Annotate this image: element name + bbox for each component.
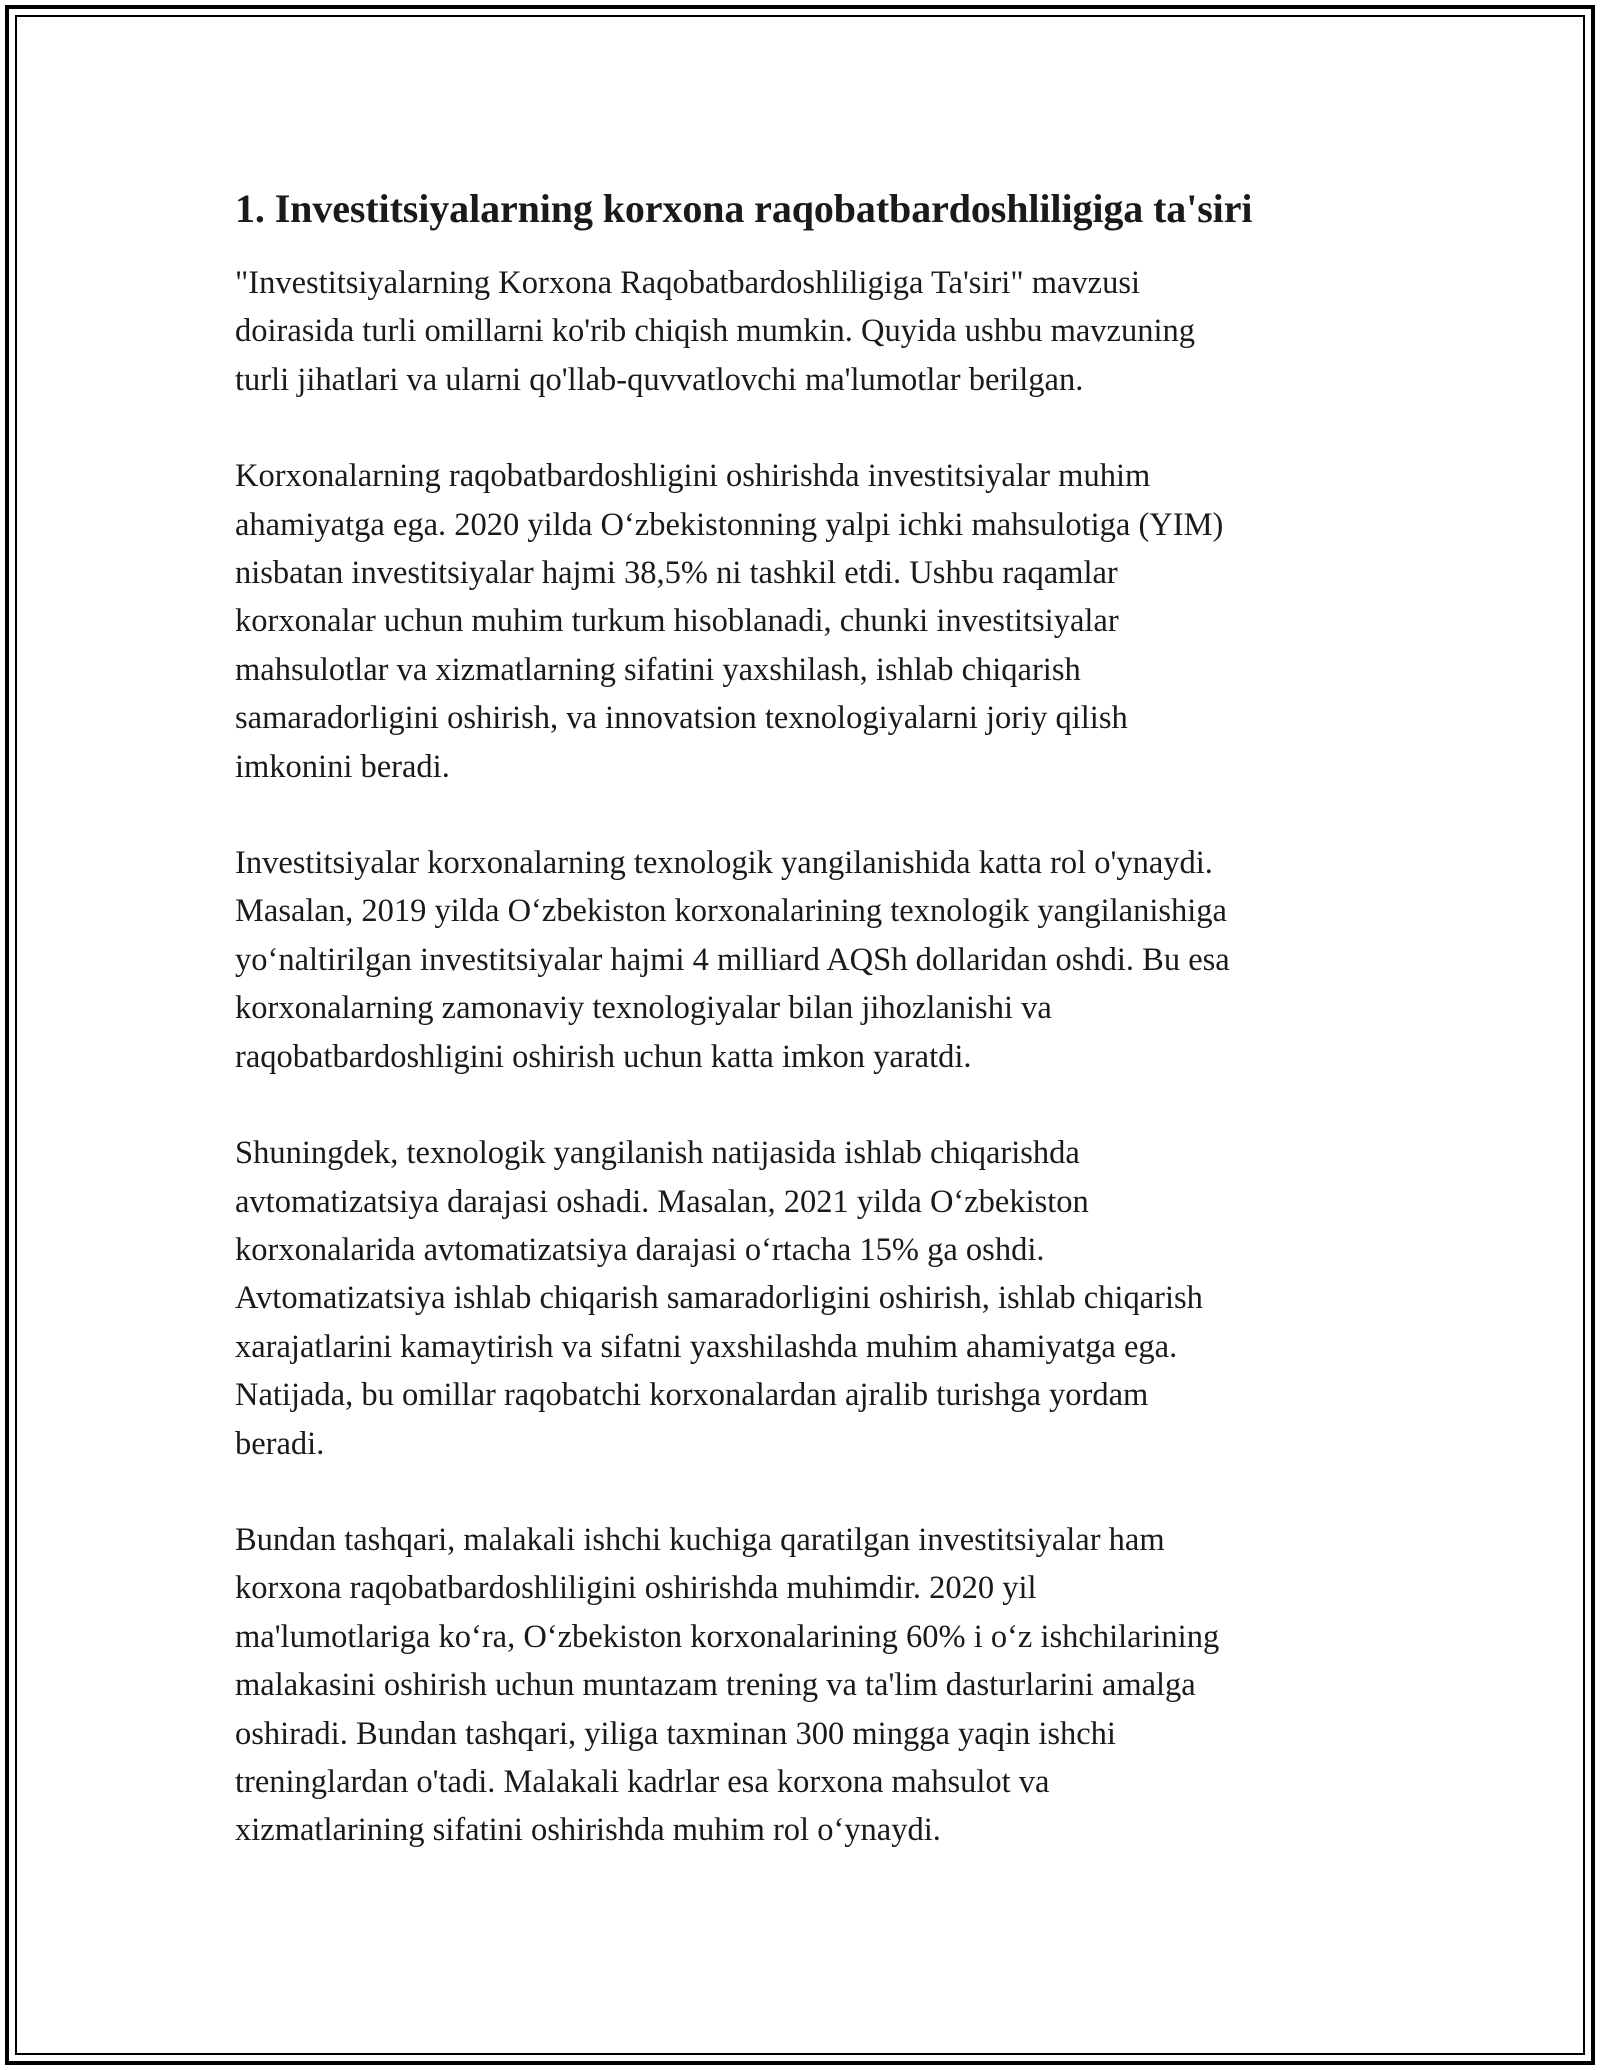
text-line: korxonalarning zamonaviy texnologiyalar bilan jihozlanishi va: [235, 990, 1052, 1027]
section-heading: 1. Investitsiyalarning korxona raqobatbardoshliligiga ta'siri: [235, 186, 1253, 231]
paragraph-5: [235, 1516, 1375, 1855]
text-line: korxona raqobatbardoshliligini oshirishda muhimdir. 2020 yil: [235, 1570, 1037, 1607]
text-line: Korxonalarning raqobatbardoshligini oshirishda investitsiyalar muhim: [235, 458, 1151, 495]
text-line: turli jihatlari va ularni qo'llab-quvvatlovchi ma'lumotlar berilgan.: [235, 361, 1084, 398]
text-line: yo‘naltirilgan investitsiyalar hajmi 4 milliard AQSh dollaridan oshdi. Bu esa: [235, 941, 1230, 978]
text-line: Shuningdek, texnologik yangilanish natijasida ishlab chiqarishda: [235, 1135, 1080, 1172]
text-line: Investitsiyalar korxonalarning texnologik yangilanishida katta rol o'ynaydi.: [235, 845, 1213, 882]
paragraph-3: [235, 839, 1375, 1081]
text-line: samaradorligini oshirish, va innovatsion texnologiyalarni joriy qilish: [235, 700, 1128, 737]
text-line: Masalan, 2019 yilda O‘zbekiston korxonalarining texnologik yangilanishiga: [235, 893, 1227, 930]
text-line: avtomatizatsiya darajasi oshadi. Masalan, 2021 yilda O‘zbekiston: [235, 1183, 1089, 1220]
text-line: doirasida turli omillarni ko'rib chiqish mumkin. Quyida ushbu mavzuning: [235, 313, 1195, 350]
text-line: "Investitsiyalarning Korxona Raqobatbardoshliligiga Ta'siri" mavzusi: [235, 265, 1141, 301]
paragraph-4: [235, 1129, 1375, 1468]
text-line: treninglardan o'tadi. Malakali kadrlar esa korxona mahsulot va: [235, 1763, 1050, 1800]
text-line: Natijada, bu omillar raqobatchi korxonalardan ajralib turishga yordam: [235, 1377, 1149, 1414]
text-line: ma'lumotlariga ko‘ra, O‘zbekiston korxonalarining 60% i o‘z ishchilarining: [235, 1618, 1220, 1655]
text-line: mahsulotlar va xizmatlarning sifatini yaxshilash, ishlab chiqarish: [235, 651, 1081, 688]
text-line: nisbatan investitsiyalar hajmi 38,5% ni tashkil etdi. Ushbu raqamlar: [235, 555, 1118, 592]
paragraph-2: [235, 452, 1375, 791]
document-body: [235, 185, 1375, 1903]
text-line: oshiradi. Bundan tashqari, yiliga taxminan 300 mingga yaqin ishchi: [235, 1715, 1116, 1752]
text-line: beradi.: [235, 1425, 325, 1462]
text-line: raqobatbardoshligini oshirish uchun katta imkon yaratdi.: [235, 1038, 972, 1075]
text-line: korxonalarida avtomatizatsiya darajasi o‘rtacha 15% ga oshdi.: [235, 1231, 1045, 1268]
text-line: Avtomatizatsiya ishlab chiqarish samaradorligini oshirish, ishlab chiqarish: [235, 1280, 1203, 1317]
paragraph-1: [235, 259, 1375, 404]
text-line: malakasini oshirish uchun muntazam trening va ta'lim dasturlarini amalga: [235, 1667, 1196, 1704]
text-line: xizmatlarining sifatini oshirishda muhim rol o‘ynaydi.: [235, 1812, 941, 1849]
text-line: korxonalar uchun muhim turkum hisoblanadi, chunki investitsiyalar: [235, 603, 1119, 640]
text-line: imkonini beradi.: [235, 748, 450, 785]
text-line: ahamiyatga ega. 2020 yilda O‘zbekistonning yalpi ichki mahsulotiga (YIM): [235, 506, 1224, 543]
text-line: xarajatlarini kamaytirish va sifatni yaxshilashda muhim ahamiyatga ega.: [235, 1328, 1178, 1365]
text-line: Bundan tashqari, malakali ishchi kuchiga qaratilgan investitsiyalar ham: [235, 1521, 1165, 1558]
